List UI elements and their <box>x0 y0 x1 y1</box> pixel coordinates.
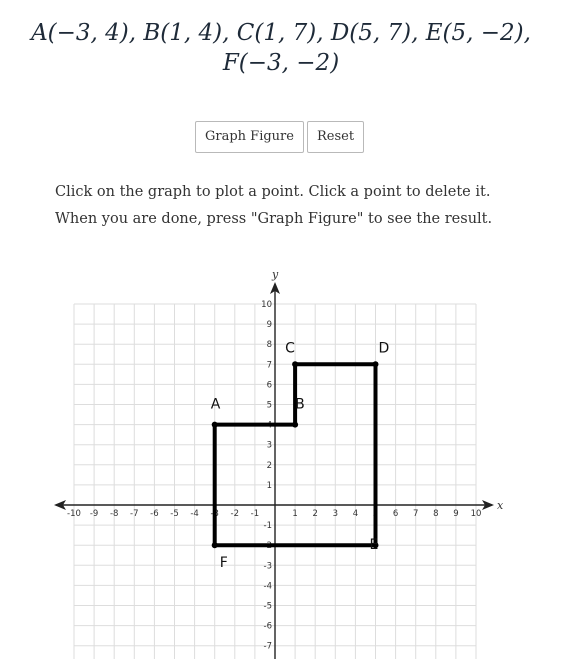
coordinate-plane[interactable] <box>0 262 562 659</box>
y-tick-label: -6 <box>263 621 272 632</box>
x-tick-label: 4 <box>352 509 359 519</box>
y-tick-label: 6 <box>266 380 272 391</box>
y-tick-label: -2 <box>263 541 272 552</box>
vertex-label-c: C <box>285 340 295 357</box>
y-tick-label: 8 <box>266 340 272 351</box>
vertex-point-b <box>292 422 298 428</box>
x-tick-label: 1 <box>292 509 298 519</box>
x-tick-label: 10 <box>470 509 482 519</box>
y-tick-label: 7 <box>266 360 272 371</box>
y-tick-label: -7 <box>263 641 272 652</box>
x-tick-label: -9 <box>89 509 99 519</box>
x-tick-label: -10 <box>67 509 81 519</box>
vertex-label-a: A <box>210 396 221 413</box>
x-tick-label: 3 <box>332 509 339 519</box>
vertex-label-d: D <box>378 340 390 357</box>
y-tick-label: 2 <box>266 460 272 471</box>
point-list-line-1: A(−3, 4), B(1, 4), C(1, 7), D(5, 7), E(5, −2), <box>31 20 531 46</box>
y-tick-label: 5 <box>266 400 272 411</box>
x-tick-label: -4 <box>190 509 199 519</box>
y-tick-label: 4 <box>266 420 272 431</box>
x-tick-label: -2 <box>230 509 240 519</box>
y-tick-label: -1 <box>263 521 272 532</box>
x-tick-label: -1 <box>250 509 260 519</box>
x-tick-label: 2 <box>312 509 318 519</box>
y-tick-label: -3 <box>263 561 272 572</box>
vertex-label-e: E <box>369 537 379 554</box>
y-axis-label: y <box>272 268 279 281</box>
x-tick-label: -3 <box>210 509 219 519</box>
x-tick-label: 9 <box>453 509 459 519</box>
vertex-point-c <box>292 361 298 367</box>
instructions <box>55 179 492 233</box>
y-tick-label: 10 <box>261 300 272 310</box>
x-tick-label: 5 <box>372 509 379 519</box>
y-tick-label: -5 <box>263 601 272 612</box>
x-tick-label: 8 <box>433 509 439 519</box>
vertex-point-a <box>212 422 218 428</box>
y-tick-label: 3 <box>266 440 272 451</box>
button-row <box>195 121 364 153</box>
x-tick-label: 6 <box>392 509 399 519</box>
x-tick-label: -6 <box>150 509 159 519</box>
x-tick-label: 7 <box>412 509 419 519</box>
graph-figure-button[interactable]: Graph Figure <box>195 121 304 153</box>
point-list <box>0 18 562 78</box>
x-tick-label: -5 <box>170 509 179 519</box>
graph-area[interactable] <box>0 262 562 659</box>
instructions-line-1: Click on the graph to plot a point. Click a point to delete it. <box>55 184 491 200</box>
y-tick-label: 1 <box>266 480 272 491</box>
y-tick-label: 9 <box>266 320 272 331</box>
instructions-line-2: When you are done, press "Graph Figure" to see the result. <box>55 211 493 227</box>
reset-button[interactable]: Reset <box>307 121 364 153</box>
x-tick-label: -8 <box>109 509 119 519</box>
x-tick-label: -7 <box>130 509 139 519</box>
vertex-label-f: F <box>219 555 228 572</box>
vertex-point-f <box>212 542 218 548</box>
y-tick-label: -4 <box>263 581 272 592</box>
vertex-label-b: B <box>295 396 305 413</box>
x-axis-label: x <box>497 499 504 512</box>
vertex-point-d <box>373 361 379 367</box>
point-list-line-2: F(−3, −2) <box>222 50 340 76</box>
